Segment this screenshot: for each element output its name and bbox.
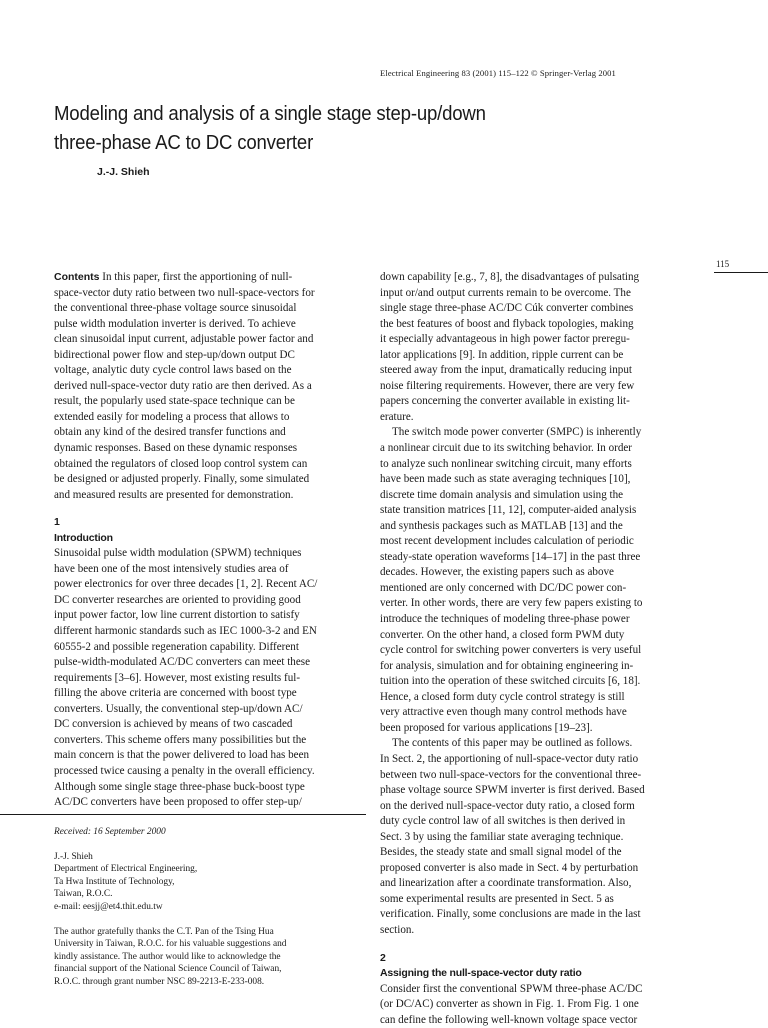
body-line: some experimental results are presented in Sect. 5 as xyxy=(380,892,614,905)
body-line: different harmonic standards such as IEC 1000-3-2 and EN xyxy=(54,625,317,638)
paragraph xyxy=(380,270,694,425)
body-line: have been made such as state averaging techniques [10], xyxy=(380,473,631,486)
author-name: J.-J. Shieh xyxy=(97,166,150,178)
body-line: state transition matrices [11, 12], computer-aided analysis xyxy=(380,504,637,517)
title-line: three-phase AC to DC converter xyxy=(54,132,314,154)
abstract-line: be designed or adjusted properly. Finally, some simulated xyxy=(54,473,310,486)
left-column xyxy=(54,270,370,811)
abstract-label: Contents xyxy=(54,271,100,283)
paper-title xyxy=(54,100,612,158)
body-line: requirements [3–6]. However, most existing results ful- xyxy=(54,671,301,684)
section-null-space-vector xyxy=(380,951,694,1028)
body-line: lator applications [9]. In addition, ripple current can be xyxy=(380,348,624,361)
body-line: power electronics for over three decades [1, 2]. Recent AC/ xyxy=(54,578,318,591)
page-number: 115 xyxy=(716,259,730,269)
body-line: most recent development includes calculation of periodic xyxy=(380,535,634,548)
body-line: a nonlinear circuit due to its switching behavior. In order xyxy=(380,442,633,455)
title-line: Modeling and analysis of a single stage step-up/down xyxy=(54,103,486,125)
body-line: decades. However, the existing papers such as above xyxy=(380,566,614,579)
abstract-line: dynamic responses. Based on these dynamic responses xyxy=(54,442,298,455)
abstract-line: voltage, analytic duty cycle control laws based on the xyxy=(54,364,292,377)
footnote-rule xyxy=(0,814,366,815)
body-line: processed twice causing a penalty in the overall efficiency. xyxy=(54,764,315,777)
body-line: In Sect. 2, the apportioning of null-space-vector duty ratio xyxy=(380,752,639,765)
abstract-line: pulse width modulation inverter is derived. To achieve xyxy=(54,317,296,330)
acknowledgement-line: University in Taiwan, R.O.C. for his valuable suggestions and xyxy=(54,939,287,950)
body-line: The switch mode power converter (SMPC) is inherently xyxy=(392,426,642,439)
body-line: input or/and output currents remain to be overcome. The xyxy=(380,286,631,299)
spacer xyxy=(54,914,370,926)
acknowledgement-line: R.O.C. through grant number NSC 89-2213-E-233-008. xyxy=(54,976,265,987)
acknowledgement-line: The author gratefully thanks the C.T. Pan of the Tsing Hua xyxy=(54,926,274,937)
abstract xyxy=(54,270,370,503)
body-line: the best features of boost and flyback topologies, making xyxy=(380,317,634,330)
body-line: very attractive even though many control methods have xyxy=(380,706,627,719)
address-line: Taiwan, R.O.C. xyxy=(54,889,113,900)
body-line: mentioned are only concerned with DC/DC power con- xyxy=(380,581,627,594)
body-line: tuition into the operation of these switched circuits [6, 18]. xyxy=(380,675,641,688)
body-line: papers concerning the converter available in existing lit- xyxy=(380,395,630,408)
abstract-first-line xyxy=(54,270,370,286)
body-line: The contents of this paper may be outlined as follows. xyxy=(392,737,633,750)
body-line: have been one of the most intensively studies area of xyxy=(54,562,289,575)
journal-header: Electrical Engineering 83 (2001) 115–122 © Springer-Verlag 2001 xyxy=(380,68,616,78)
body-line: can define the following well-known voltage space vector xyxy=(380,1013,638,1026)
paragraph xyxy=(380,425,694,736)
body-line: pulse-width-modulated AC/DC converters can meet these xyxy=(54,656,311,669)
right-column xyxy=(380,270,694,1028)
body-line: AC/DC converters have been proposed to offer step-up/ xyxy=(54,796,302,809)
body-line: Sect. 3 by using the familiar state averaging technique. xyxy=(380,830,624,843)
abstract-line: bidirectional power flow and step-up/down output DC xyxy=(54,348,295,361)
body-line: section. xyxy=(380,923,415,936)
body-line: input power factor, low line current distortion to satisfy xyxy=(54,609,300,622)
body-line: Although some single stage three-phase buck-boost type xyxy=(54,780,305,793)
spacer xyxy=(54,839,370,851)
body-line: Besides, the steady state and small signal model of the xyxy=(380,846,622,859)
body-line: verification. Finally, some conclusions are made in the last xyxy=(380,908,641,921)
body-line: steady-state operation waveforms [14–17] in the past three xyxy=(380,550,641,563)
body-line: Hence, a closed form duty cycle control strategy is still xyxy=(380,690,625,703)
body-line: DC converter researches are oriented to providing good xyxy=(54,593,301,606)
body-line: verter. In other words, there are very few papers existing to xyxy=(380,597,643,610)
body-line: and synthesis packages such as MATLAB [13] and the xyxy=(380,519,623,532)
abstract-line: the conventional three-phase voltage source sinusoidal xyxy=(54,302,297,315)
body-line: noise filtering requirements. However, there are very few xyxy=(380,379,635,392)
abstract-line: and measured results are presented for demonstration. xyxy=(54,488,294,501)
section-number: 1 xyxy=(54,516,60,529)
body-line: converter. On the other hand, a closed form PWM duty xyxy=(380,628,625,641)
address-line: Department of Electrical Engineering, xyxy=(54,864,198,875)
section-number: 2 xyxy=(380,951,386,964)
abstract-line: space-vector duty ratio between two null-space-vectors for xyxy=(54,286,315,299)
body-line: steered away from the input, dramatically reducing input xyxy=(380,364,632,377)
body-line: and linearization after a coordinate transformation. Also, xyxy=(380,877,632,890)
body-line: 60555-2 and possible regeneration capability. Different xyxy=(54,640,299,653)
body-line: (or DC/AC) converter as shown in Fig. 1. From Fig. 1 one xyxy=(380,998,639,1011)
body-line: discrete time domain analysis and simulation using the xyxy=(380,488,624,501)
spacer xyxy=(54,503,370,515)
body-line: main concern is that the power delivered to load has been xyxy=(54,749,310,762)
body-line: for analysis, simulation and for obtaining engineering in- xyxy=(380,659,634,672)
body-line: between two null-space-vectors for the conventional three- xyxy=(380,768,642,781)
abstract-text: In this paper, first the apportioning of null- xyxy=(99,271,293,283)
body-line: phase voltage source SPWM inverter is first derived. Based xyxy=(380,784,645,797)
address-line: Ta Hwa Institute of Technology, xyxy=(54,876,175,887)
body-line: DC conversion is achieved by means of two cascaded xyxy=(54,718,293,731)
body-line: Consider first the conventional SPWM three-phase AC/DC xyxy=(380,982,643,995)
page-number-rule xyxy=(714,272,768,273)
acknowledgement-line: financial support of the National Science Council of Taiwan, xyxy=(54,964,282,975)
acknowledgement-line: kindly assistance. The author would like to acknowledge the xyxy=(54,951,281,962)
abstract-line: clean sinusoidal input current, adjustable power factor and xyxy=(54,333,314,346)
body-line: erature. xyxy=(380,410,414,423)
section-heading: Assigning the null-space-vector duty ratio xyxy=(380,967,582,980)
body-line: converters. Usually, the conventional step-up/down AC/ xyxy=(54,702,303,715)
body-line: introduce the techniques of modeling three-phase power xyxy=(380,613,630,626)
section-heading: Introduction xyxy=(54,531,113,544)
body-line: been proposed for various applications [19–23]. xyxy=(380,721,593,734)
abstract-line: result, the popularly used state-space technique can be xyxy=(54,395,295,408)
paragraph xyxy=(380,736,694,938)
body-line: down capability [e.g., 7, 8], the disadvantages of pulsating xyxy=(380,271,640,283)
body-line: on the derived null-space-vector duty ratio, a closed form xyxy=(380,799,635,812)
body-line: converters. This scheme offers many possibilities but the xyxy=(54,733,307,746)
abstract-line: obtain any kind of the desired transfer functions and xyxy=(54,426,286,439)
body-line: Sinusoidal pulse width modulation (SPWM) techniques xyxy=(54,547,302,560)
address-line: J.-J. Shieh xyxy=(54,851,93,862)
body-line: filling the above criteria are concerned with boost type xyxy=(54,687,297,700)
section-introduction xyxy=(54,515,370,810)
body-line: single stage three-phase AC/DC Cúk converter combines xyxy=(380,302,634,315)
received-date: Received: 16 September 2000 xyxy=(54,827,166,837)
email-line: e-mail: eesjj@et4.thit.edu.tw xyxy=(54,901,163,912)
body-line: it especially advantageous in high power factor preregu- xyxy=(380,333,630,346)
abstract-line: extended easily for modeling a process that allows to xyxy=(54,410,290,423)
body-line: cycle control for switching power converters is very useful xyxy=(380,644,642,657)
abstract-line: obtained the regulators of closed loop control system can xyxy=(54,457,308,470)
body-line: proposed converter is also made in Sect. 4 by perturbation xyxy=(380,861,639,874)
footnotes xyxy=(54,826,370,989)
spacer xyxy=(380,939,694,951)
body-line: to analyze such nonlinear switching circuit, many efforts xyxy=(380,457,632,470)
body-line: duty cycle control law of all switches is then derived in xyxy=(380,815,626,828)
abstract-line: derived null-space-vector duty ratio are then derived. As a xyxy=(54,379,312,392)
